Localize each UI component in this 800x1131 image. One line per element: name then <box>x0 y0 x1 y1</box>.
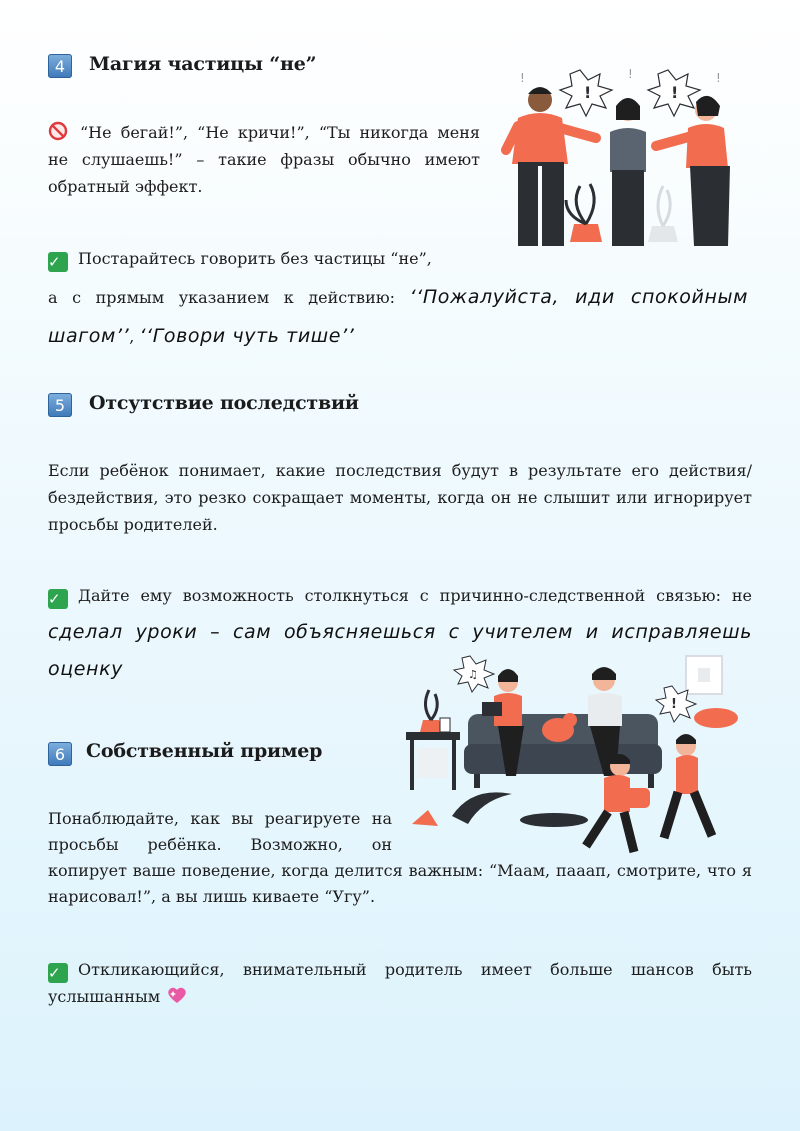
section-5-number: 5 <box>54 395 66 415</box>
check-mark-icon: ✓ <box>48 589 68 609</box>
section-5-badge <box>48 393 72 417</box>
svg-text:!: ! <box>716 71 721 85</box>
prohibited-icon <box>48 121 68 141</box>
svg-text:!: ! <box>671 697 677 712</box>
section-4-intro <box>48 119 480 200</box>
section-6-tip <box>48 956 752 1010</box>
svg-text:!: ! <box>628 67 633 81</box>
section-5-title: Отсутствие последствий <box>89 392 359 414</box>
svg-text:!: ! <box>671 83 679 102</box>
svg-text:!: ! <box>520 71 525 85</box>
section-4-intro-text: “Не бегай!”, “Не кричи!”, “Ты никогда меня не слушаешь!” – такие фразы обычно имеют обратный эффект. <box>48 123 480 196</box>
section-4-tip <box>48 240 748 356</box>
check-mark-icon: ✓ <box>48 963 68 983</box>
section-4-tip-quote-2: ‘‘Говори чуть тише’’ <box>139 325 355 347</box>
section-6-body <box>48 806 752 910</box>
svg-text:!: ! <box>584 83 592 102</box>
section-6-badge <box>48 742 72 766</box>
section-6-body-text: Понаблюдайте, как вы реагируете на просьбы ребёнка. Возможно, он копирует ваше поведение, когда делится важным: “Маам, пааап, смотрите, что я нарисовал!”, а вы лишь киваете “Угу”. <box>48 809 752 906</box>
section-4-tip-quote-1: ‘‘Пожалуйста, иди спокойным шагом’’ <box>48 286 749 347</box>
section-4-tip-separator: , <box>129 327 135 346</box>
section-4-tip-lead: Постарайтесь говорить без частицы “не”, <box>78 249 432 268</box>
section-5-tip-text: Дайте ему возможность столкнуться с причинно-следственной связью: не <box>78 586 752 605</box>
section-4-number: 4 <box>54 56 66 76</box>
section-4-title: Магия частицы “не” <box>89 53 317 75</box>
svg-text:♫: ♫ <box>468 668 478 681</box>
section-5-tip-handwritten: сделал уроки – сам объясняешься с учителем и исправляешь оценку <box>48 621 752 680</box>
arguing-adults-illustration <box>488 66 760 266</box>
section-4-tip-rest: а с прямым указанием к действию: <box>48 288 396 307</box>
check-mark-icon: ✓ <box>48 252 68 272</box>
section-6-number: 6 <box>54 744 66 764</box>
sparkling-heart-icon <box>167 986 187 1004</box>
section-4-badge <box>48 54 72 78</box>
section-5-body: Если ребёнок понимает, какие последствия будут в результате его действия/бездействия, это резко сокращает моменты, когда он не слышит или игнорирует просьбы родителей. <box>48 461 752 534</box>
section-6-tip-text: Откликающийся, внимательный родитель имеет больше шансов быть услышанным <box>48 960 752 1006</box>
section-6-title: Собственный пример <box>86 740 323 762</box>
